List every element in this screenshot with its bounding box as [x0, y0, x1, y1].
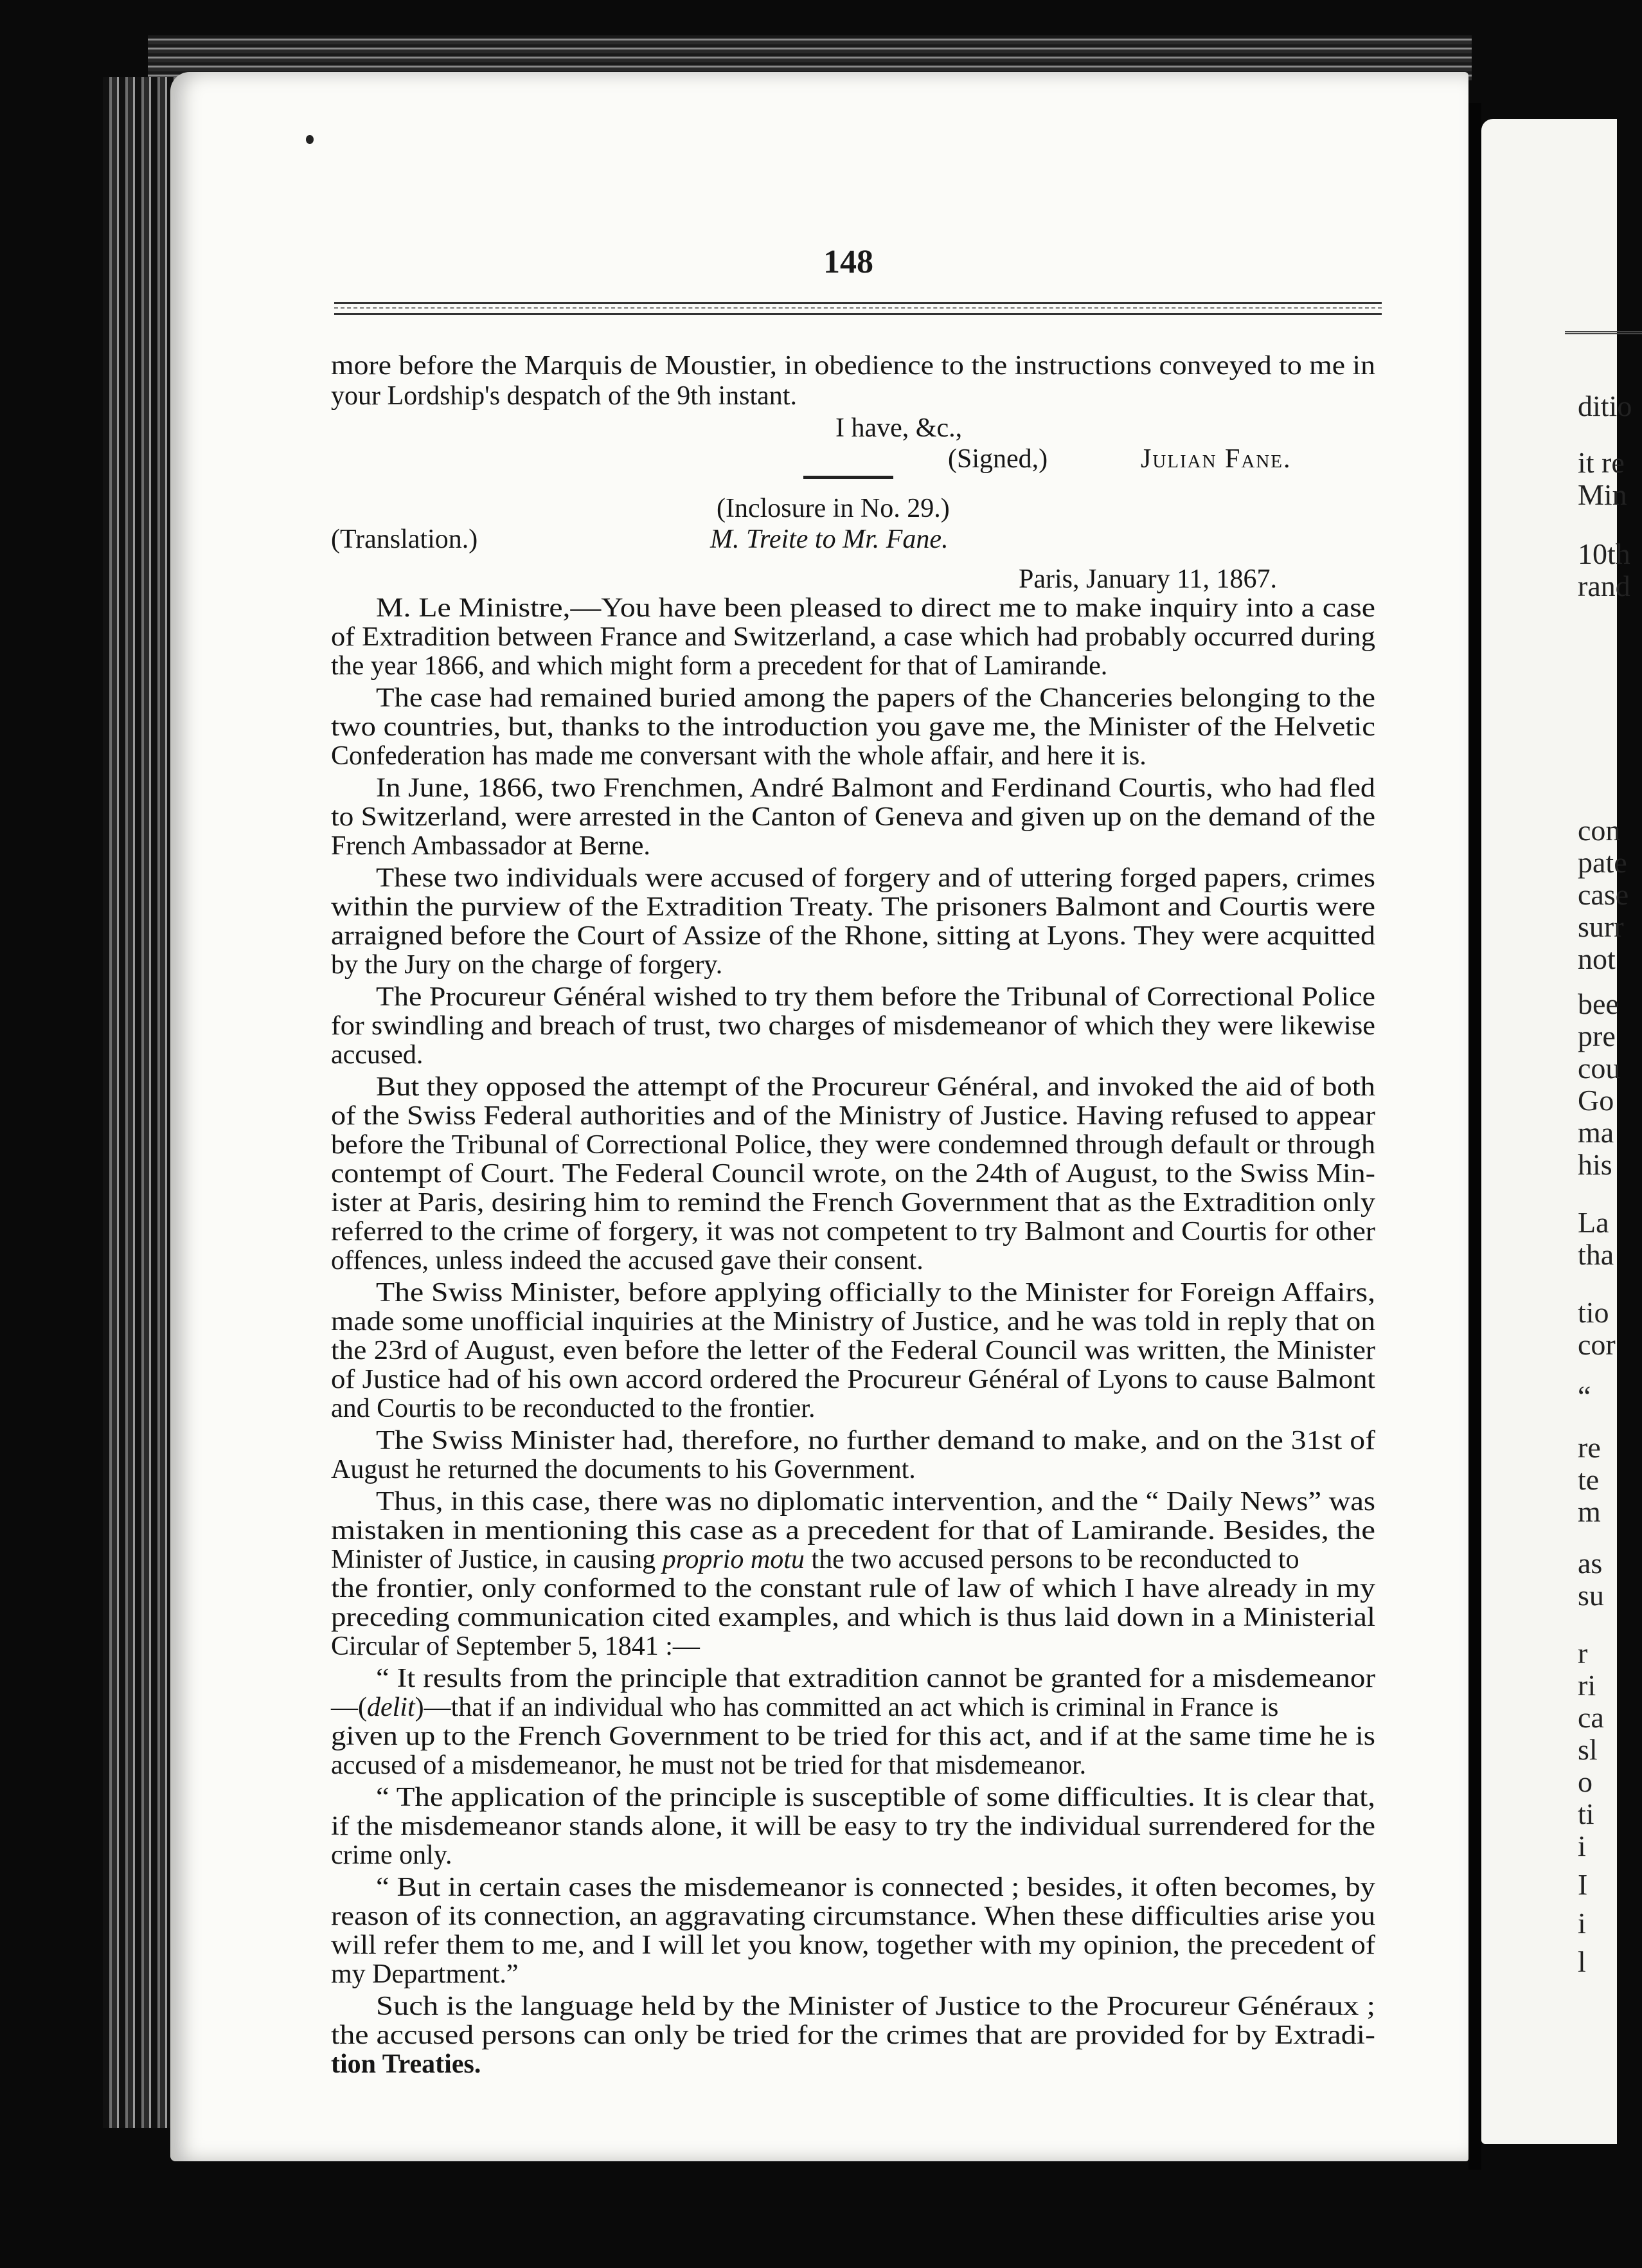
text-line: referred to the crime of forgery, it was not competent to try Balmont and Courtis for other	[331, 1217, 1375, 1246]
text-line: The Swiss Minister, before applying officially to the Minister for Foreign Affairs,	[376, 1278, 1375, 1308]
text-line: reason of its connection, an aggravating circumstance. When these difficulties arise you	[331, 1902, 1375, 1931]
header-double-rule	[334, 302, 1382, 315]
text-line: before the Tribunal of Correctional Police, they were condemned through default or through	[331, 1130, 1375, 1160]
text-line: your Lordship's despatch of the 9th instant.	[331, 381, 797, 411]
facing-page-line: ti	[1578, 1797, 1594, 1830]
facing-page-line: te	[1578, 1463, 1600, 1496]
text-segment: —(	[331, 1693, 367, 1722]
text-line: crime only.	[331, 1841, 452, 1870]
text-line: to Switzerland, were arrested in the Canton of Geneva and given up on the demand of the	[331, 802, 1375, 832]
text-line: within the purview of the Extradition Treaty. The prisoners Balmont and Courtis were	[331, 892, 1375, 922]
text-segment: the two accused persons to be reconducted to	[811, 1545, 1299, 1574]
facing-page-line: con	[1578, 814, 1621, 847]
facing-page-fragment	[1481, 119, 1632, 2144]
text-line: The Procureur Général wished to try them before the Tribunal of Correctional Police	[376, 982, 1375, 1012]
text-line: of the Swiss Federal authorities and of the Ministry of Justice. Having refused to appear	[331, 1101, 1375, 1131]
text-line: These two individuals were accused of forgery and of uttering forged papers, crimes	[376, 863, 1375, 893]
facing-page-line: ri	[1578, 1669, 1596, 1702]
text-line: The Swiss Minister had, therefore, no further demand to make, and on the 31st of	[376, 1426, 1375, 1455]
text-line: the accused persons can only be tried for the crimes that are provided for by Extradi-	[331, 2021, 1375, 2050]
text-line	[331, 1546, 1299, 1573]
text-line: In June, 1866, two Frenchmen, André Balmont and Ferdinand Courtis, who had fled	[376, 773, 1375, 803]
text-line: Confederation has made me conversant with the whole affair, and here it is.	[331, 741, 1147, 771]
facing-page-line: tha	[1578, 1238, 1614, 1271]
text-line: arraigned before the Court of Assize of the Rhone, sitting at Lyons. They were acquitted	[331, 921, 1375, 951]
text-line: for swindling and breach of trust, two charges of misdemeanor of which they were likewise	[331, 1011, 1375, 1041]
text-line: my Department.”	[331, 1959, 519, 1989]
facing-page-line: cou	[1578, 1052, 1621, 1084]
text-segment: )—that if an individual who has committed an act which is criminal in France is	[415, 1693, 1279, 1722]
facing-page-line: 10th	[1578, 537, 1630, 570]
text-line: “ It results from the principle that extradition cannot be granted for a misdemeanor	[376, 1664, 1375, 1693]
facing-page-line: ditio	[1578, 390, 1632, 422]
ink-speck	[306, 135, 314, 144]
text-line: accused of a misdemeanor, he must not be tried for that misdemeanor.	[331, 1751, 1087, 1780]
facing-page-line: Min	[1578, 478, 1627, 511]
book-page-edges	[103, 77, 180, 2128]
facing-page-line: tio	[1578, 1296, 1609, 1329]
text-line: contempt of Court. The Federal Council wrote, on the 24th of August, to the Swiss Min-	[331, 1159, 1375, 1189]
facing-page-line: ma	[1578, 1116, 1614, 1149]
facing-page-line: La	[1578, 1206, 1609, 1239]
text-line: But they opposed the attempt of the Procureur Général, and invoked the aid of both	[376, 1072, 1375, 1102]
text-line: Such is the language held by the Minister of Justice to the Procureur Généraux ;	[376, 1992, 1375, 2021]
text-line: offences, unless indeed the accused gave their consent.	[331, 1246, 924, 1275]
facing-page-line: case	[1578, 878, 1629, 911]
latin-phrase: proprio motu	[662, 1545, 805, 1574]
text-line: French Ambassador at Berne.	[331, 831, 650, 861]
facing-page-line: as	[1578, 1547, 1603, 1580]
text-line: if the misdemeanor stands alone, it will be easy to try the individual surrendered for the	[331, 1812, 1375, 1841]
facing-page-line: cor	[1578, 1328, 1616, 1361]
facing-page-line: i	[1578, 1830, 1586, 1862]
facing-page-line: it re	[1578, 446, 1625, 479]
letter-heading: M. Treite to Mr. Fane.	[710, 525, 949, 554]
text-line: accused.	[331, 1040, 424, 1070]
facing-page-line: o	[1578, 1765, 1593, 1798]
facing-page-line: surr	[1578, 910, 1624, 943]
text-line: August he returned the documents to his Government.	[331, 1455, 916, 1484]
translation-label: (Translation.)	[331, 525, 478, 554]
facing-page-line: ca	[1578, 1701, 1604, 1734]
text-line: preceding communication cited examples, and which is thus laid down in a Ministerial	[331, 1603, 1375, 1632]
facing-page-line: su	[1578, 1579, 1604, 1612]
french-term: delit	[367, 1693, 415, 1722]
facing-page-line: I	[1578, 1868, 1588, 1901]
text-line: Circular of September 5, 1841 :—	[331, 1632, 700, 1661]
text-line: “ But in certain cases the misdemeanor is connected ; besides, it often becomes, by	[376, 1873, 1375, 1902]
closing-line: I have, &c.,	[835, 413, 963, 443]
text-line: tion Treaties.	[331, 2049, 481, 2079]
facing-page-line: “	[1578, 1380, 1591, 1412]
text-line: by the Jury on the charge of forgery.	[331, 950, 723, 980]
facing-page-line: Go	[1578, 1084, 1614, 1117]
facing-page-line: m	[1578, 1495, 1601, 1528]
text-line: and Courtis to be reconducted to the frontier.	[331, 1394, 816, 1423]
inclosure-heading: (Inclosure in No. 29.)	[717, 494, 950, 523]
text-segment: Minister of Justice, in causing	[331, 1545, 656, 1574]
text-line: the frontier, only conformed to the constant rule of law of which I have already in my	[331, 1574, 1375, 1603]
section-rule	[803, 476, 893, 479]
text-line: made some unofficial inquiries at the Ministry of Justice, and he was told in reply that on	[331, 1307, 1375, 1336]
text-line: more before the Marquis de Moustier, in obedience to the instructions conveyed to me in	[331, 351, 1375, 381]
facing-page-line: his	[1578, 1148, 1612, 1181]
facing-page-line: pate	[1578, 846, 1627, 879]
facing-page-line: not	[1578, 942, 1616, 975]
facing-page-line: pre	[1578, 1020, 1616, 1052]
text-line: of Extradition between France and Switzerland, a case which had probably occurred during	[331, 622, 1375, 652]
text-line: the year 1866, and which might form a precedent for that of Lamirande.	[331, 651, 1108, 681]
page-number: 148	[823, 244, 873, 280]
facing-page-line: r	[1578, 1637, 1588, 1670]
facing-page-rule	[1565, 331, 1642, 334]
facing-page-line: sl	[1578, 1733, 1598, 1766]
text-line	[331, 1694, 1278, 1721]
facing-page-line: bee	[1578, 987, 1619, 1020]
text-line: mistaken in mentioning this case as a precedent for that of Lamirande. Besides, the	[331, 1516, 1375, 1545]
text-line: will refer them to me, and I will let you know, together with my opinion, the precedent of	[331, 1931, 1375, 1960]
signatory: Julian Fane.	[1141, 444, 1292, 474]
facing-page-line: i	[1578, 1907, 1586, 1940]
text-line: M. Le Ministre,—You have been pleased to direct me to make inquiry into a case	[376, 593, 1375, 623]
text-line: ister at Paris, desiring him to remind the French Government that as the Extradition only	[331, 1188, 1375, 1218]
text-line: of Justice had of his own accord ordered the Procureur Général of Lyons to cause Balmont	[331, 1365, 1375, 1394]
facing-page-line: rand	[1578, 570, 1630, 602]
text-line: “ The application of the principle is susceptible of some difficulties. It is clear that,	[376, 1783, 1375, 1812]
text-line: two countries, but, thanks to the introduction you gave me, the Minister of the Helvetic	[331, 712, 1375, 742]
text-line: given up to the French Government to be tried for this act, and if at the same time he is	[331, 1722, 1375, 1751]
text-line: Thus, in this case, there was no diplomatic intervention, and the “ Daily News” was	[376, 1487, 1375, 1516]
facing-page-line: re	[1578, 1431, 1601, 1464]
dateline: Paris, January 11, 1867.	[1019, 564, 1278, 594]
text-line: The case had remained buried among the papers of the Chanceries belonging to the	[376, 683, 1375, 713]
text-line: the 23rd of August, even before the letter of the Federal Council was written, the Minister	[331, 1336, 1375, 1365]
signed-label: (Signed,)	[948, 444, 1048, 474]
facing-page-line: l	[1578, 1945, 1586, 1978]
page-gutter	[1468, 103, 1481, 2170]
